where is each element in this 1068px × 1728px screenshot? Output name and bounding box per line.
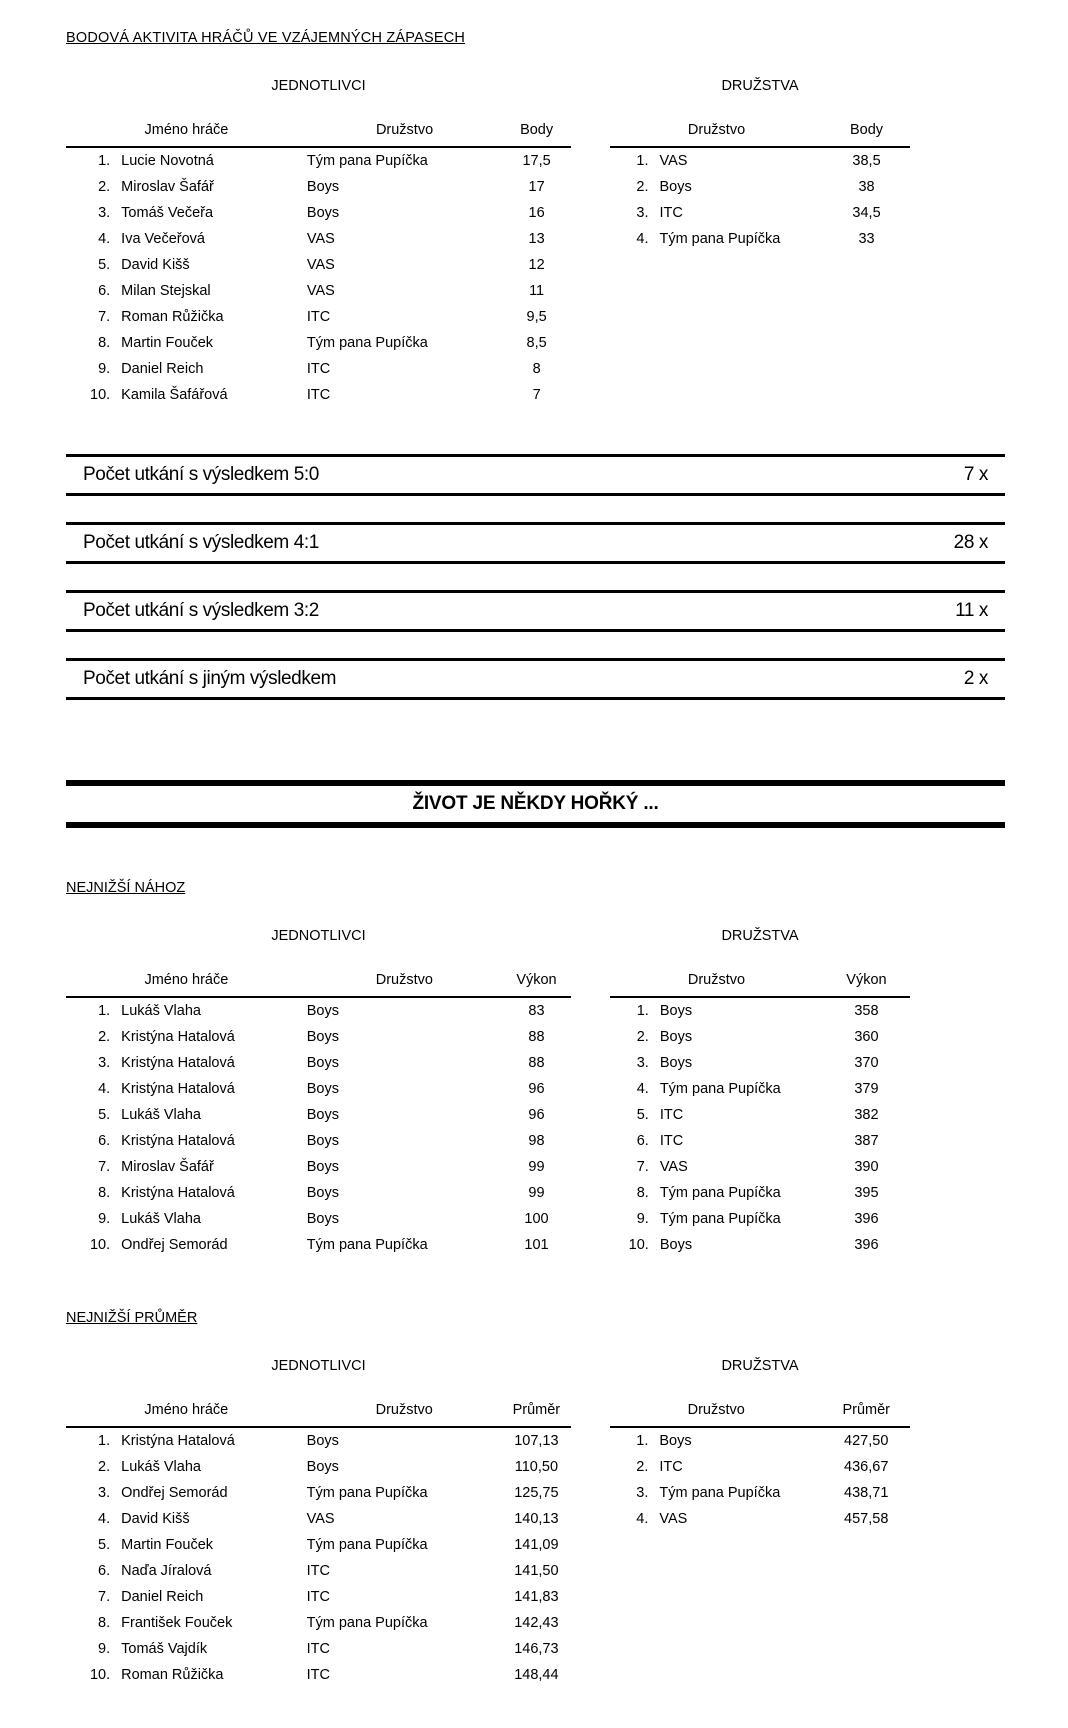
table-row [610, 1180, 910, 1206]
cell: Boys [659, 179, 692, 195]
individuals-table-nahoz [66, 970, 571, 1258]
cell: David Kišš [121, 1511, 190, 1527]
cell: 88 [528, 1055, 545, 1071]
teams-table-nahoz [610, 970, 910, 1258]
cell: František Fouček [121, 1615, 233, 1631]
cell: 88 [528, 1029, 545, 1045]
table-row [610, 1024, 910, 1050]
cell: 6. [98, 1133, 111, 1149]
cell: ITC [306, 1667, 331, 1683]
table-row [66, 1532, 571, 1558]
individuals-label: JEDNOTLIVCI [271, 78, 366, 94]
cell: Daniel Reich [121, 1589, 204, 1605]
cell: Lukáš Vlaha [121, 1003, 201, 1019]
banner-value: 2 x [963, 668, 988, 689]
cell: 146,73 [514, 1641, 559, 1657]
cell: David Kišš [121, 257, 190, 273]
cell: Lukáš Vlaha [121, 1107, 201, 1123]
cell: 140,13 [514, 1511, 559, 1527]
cell: Naďa Jíralová [121, 1563, 212, 1579]
teams-column [610, 896, 910, 1258]
cell: VAS [306, 283, 335, 299]
table-row [66, 1662, 571, 1688]
column-header-name: Jméno hráče [66, 970, 307, 997]
cell: 360 [854, 1029, 879, 1045]
cell: 1. [636, 1003, 649, 1019]
cell: Ondřej Semorád [121, 1485, 228, 1501]
teams-label: DRUŽSTVA [721, 928, 799, 944]
cell: Boys [306, 1185, 339, 1201]
cell: 3. [636, 1055, 649, 1071]
table-row [66, 278, 571, 304]
section-bodova [66, 46, 1005, 408]
cell: 3. [98, 205, 111, 221]
table-row [66, 1232, 571, 1258]
column-header-value: Výkon [502, 970, 571, 997]
cell: Boys [659, 1055, 693, 1071]
cell: 3. [636, 1485, 649, 1501]
cell: 100 [524, 1211, 549, 1227]
table-row [66, 1128, 571, 1154]
banner-value: 7 x [963, 464, 988, 485]
cell: Boys [306, 1459, 339, 1475]
teams-column [610, 1326, 910, 1532]
cell: 141,83 [514, 1589, 559, 1605]
table-row [66, 1206, 571, 1232]
cell: ITC [306, 309, 331, 325]
cell: 98 [528, 1133, 545, 1149]
cell: Tým pana Pupíčka [306, 1485, 428, 1501]
header-row [610, 120, 910, 147]
cell: 10. [89, 1237, 111, 1253]
cell: ITC [306, 361, 331, 377]
cell: 125,75 [514, 1485, 559, 1501]
table-row [66, 1050, 571, 1076]
table-row [610, 147, 910, 174]
cell: 370 [854, 1055, 879, 1071]
cell: 8. [636, 1185, 649, 1201]
cell: 4. [98, 231, 111, 247]
cell: 7. [98, 1159, 111, 1175]
cell: Lukáš Vlaha [121, 1459, 201, 1475]
table-row [610, 174, 910, 200]
section-heading-nahoz: NEJNIŽŠÍ NÁHOZ [66, 880, 186, 896]
header-row [610, 1400, 910, 1427]
cell: 99 [528, 1159, 545, 1175]
cell: 5. [98, 1107, 111, 1123]
cell: Kristýna Hatalová [121, 1055, 235, 1071]
cell: Kristýna Hatalová [121, 1029, 235, 1045]
header-row [66, 1400, 571, 1427]
cell: 6. [636, 1133, 649, 1149]
banner-label: Počet utkání s výsledkem 3:2 [83, 600, 319, 621]
cell: 141,50 [514, 1563, 559, 1579]
cell: 4. [636, 231, 649, 247]
cell: Boys [659, 1029, 693, 1045]
cell: 9. [98, 1211, 111, 1227]
cell: 4. [636, 1081, 649, 1097]
cell: Tým pana Pupíčka [306, 335, 428, 351]
cell: VAS [659, 153, 688, 169]
cell: 9. [98, 1641, 111, 1657]
match-count-banner-other [66, 658, 1005, 700]
individuals-column [66, 896, 571, 1258]
cell: 438,71 [844, 1485, 889, 1501]
cell: Lukáš Vlaha [121, 1211, 201, 1227]
cell: ITC [659, 1459, 683, 1475]
cell: Daniel Reich [121, 361, 204, 377]
cell: 3. [636, 205, 649, 221]
cell: 8 [532, 361, 541, 377]
cell: Tomáš Večeřa [121, 205, 214, 221]
cell: Roman Růžička [121, 309, 224, 325]
cell: 395 [854, 1185, 879, 1201]
table-row [66, 304, 571, 330]
table-row [610, 1102, 910, 1128]
cell: 4. [98, 1511, 111, 1527]
cell: Boys [306, 1003, 339, 1019]
cell: Miroslav Šafář [121, 179, 214, 195]
cell: 1. [98, 1003, 111, 1019]
cell: VAS [306, 1511, 335, 1527]
cell: Tým pana Pupíčka [659, 1185, 781, 1201]
table-row [66, 200, 571, 226]
cell: 5. [98, 1537, 111, 1553]
table-row [610, 1050, 910, 1076]
cell: 6. [98, 283, 111, 299]
cell: 107,13 [514, 1433, 559, 1449]
cell: ITC [659, 205, 683, 221]
cell: 2. [636, 1029, 649, 1045]
banner-label: Počet utkání s výsledkem 4:1 [83, 532, 319, 553]
teams-table-bodova [610, 120, 910, 252]
cell: Martin Fouček [121, 335, 214, 351]
cell: Boys [659, 1237, 693, 1253]
header-row [66, 120, 571, 147]
page-title: BODOVÁ AKTIVITA HRÁČŮ VE VZÁJEMNÝCH ZÁPASECH [66, 30, 466, 46]
cell: Tomáš Vajdík [121, 1641, 208, 1657]
cell: Boys [306, 1081, 339, 1097]
individuals-column [66, 1326, 571, 1688]
cell: 8. [98, 1185, 111, 1201]
cell: 7. [636, 1159, 649, 1175]
divider-bar-bottom [66, 822, 1005, 828]
cell: Boys [306, 1433, 339, 1449]
banner-label: Počet utkání s jiným výsledkem [83, 668, 337, 689]
cell: Kamila Šafářová [121, 387, 228, 403]
cell: 3. [98, 1485, 111, 1501]
table-row [610, 200, 910, 226]
cell: Boys [306, 1211, 339, 1227]
table-row [610, 1154, 910, 1180]
column-header-team: Družstvo [610, 120, 823, 147]
cell: ITC [659, 1133, 684, 1149]
cell: 9. [98, 361, 111, 377]
cell: 7 [532, 387, 541, 403]
table-row [66, 1427, 571, 1454]
table-row [610, 1454, 910, 1480]
table-row [66, 1154, 571, 1180]
cell: 141,09 [514, 1537, 559, 1553]
cell: 1. [98, 153, 111, 169]
cell: VAS [306, 257, 335, 273]
banner-label: Počet utkání s výsledkem 5:0 [83, 464, 319, 485]
cell: 3. [98, 1055, 111, 1071]
table-row [66, 382, 571, 408]
cell: 1. [636, 153, 649, 169]
cell: 5. [98, 257, 111, 273]
teams-table-prumer [610, 1400, 910, 1532]
cell: 8. [98, 335, 111, 351]
individuals-label: JEDNOTLIVCI [271, 1358, 366, 1374]
cell: Boys [659, 1433, 692, 1449]
match-count-banner-4-1 [66, 522, 1005, 564]
cell: 379 [854, 1081, 879, 1097]
cell: 1. [636, 1433, 649, 1449]
cell: 10. [89, 1667, 111, 1683]
cell: 99 [528, 1185, 545, 1201]
cell: ITC [306, 1563, 331, 1579]
cell: Miroslav Šafář [121, 1159, 214, 1175]
table-row [610, 1506, 910, 1532]
teams-column [610, 46, 910, 252]
cell: Tým pana Pupíčka [659, 1211, 781, 1227]
cell: 358 [854, 1003, 879, 1019]
cell: 4. [98, 1081, 111, 1097]
column-header-value: Průměr [822, 1400, 910, 1427]
cell: 110,50 [514, 1459, 559, 1475]
cell: Roman Růžička [121, 1667, 224, 1683]
cell: 387 [854, 1133, 879, 1149]
cell: 8,5 [526, 335, 547, 351]
cell: Boys [306, 1159, 339, 1175]
cell: Tým pana Pupíčka [306, 1537, 428, 1553]
cell: ITC [306, 1641, 331, 1657]
cell: Milan Stejskal [121, 283, 211, 299]
cell: Lucie Novotná [121, 153, 214, 169]
cell: 2. [636, 1459, 649, 1475]
cell: Iva Večeřová [121, 231, 205, 247]
table-row [610, 1128, 910, 1154]
cell: 2. [98, 1459, 111, 1475]
cell: 96 [528, 1107, 545, 1123]
header-row [610, 970, 910, 997]
cell: Tým pana Pupíčka [659, 231, 781, 247]
cell: 96 [528, 1081, 545, 1097]
cell: Kristýna Hatalová [121, 1433, 235, 1449]
table-row [610, 1427, 910, 1454]
cell: Boys [659, 1003, 693, 1019]
table-row [66, 1636, 571, 1662]
cell: 457,58 [844, 1511, 889, 1527]
cell: 10. [628, 1237, 649, 1253]
cell: 2. [98, 179, 111, 195]
cell: ITC [659, 1107, 684, 1123]
cell: 396 [854, 1237, 879, 1253]
cell: 12 [528, 257, 545, 273]
column-header-team: Družstvo [307, 1400, 502, 1427]
cell: 427,50 [844, 1433, 889, 1449]
cell: 33 [858, 231, 875, 247]
table-row [66, 1102, 571, 1128]
cell: 390 [854, 1159, 879, 1175]
cell: 396 [854, 1211, 879, 1227]
match-count-banner-3-2 [66, 590, 1005, 632]
cell: 2. [98, 1029, 111, 1045]
individuals-column [66, 46, 571, 408]
section-nahoz [66, 896, 1005, 1258]
column-header-team: Družstvo [610, 1400, 822, 1427]
cell: Boys [306, 1107, 339, 1123]
banner-value: 11 x [955, 600, 988, 621]
cell: Martin Fouček [121, 1537, 214, 1553]
cell: 148,44 [514, 1667, 559, 1683]
cell: Kristýna Hatalová [121, 1185, 235, 1201]
cell: Boys [306, 1133, 339, 1149]
column-header-value: Body [823, 120, 910, 147]
table-row [610, 226, 910, 252]
cell: Boys [306, 179, 340, 195]
cell: 83 [528, 1003, 545, 1019]
cell: 8. [98, 1615, 111, 1631]
individuals-table-bodova [66, 120, 571, 408]
cell: Kristýna Hatalová [121, 1081, 235, 1097]
cell: Tým pana Pupíčka [659, 1081, 781, 1097]
table-row [610, 997, 910, 1024]
table-row [66, 356, 571, 382]
cell: Boys [306, 205, 340, 221]
cell: 142,43 [514, 1615, 559, 1631]
table-row [66, 1584, 571, 1610]
divider-banner [66, 780, 1005, 828]
table-row [66, 174, 571, 200]
table-row [66, 330, 571, 356]
cell: Kristýna Hatalová [121, 1133, 235, 1149]
table-row [66, 1024, 571, 1050]
cell: 6. [98, 1563, 111, 1579]
table-row [66, 226, 571, 252]
cell: 38,5 [852, 153, 881, 169]
column-header-value: Body [502, 120, 571, 147]
banner-value: 28 x [953, 532, 988, 553]
cell: 2. [636, 179, 649, 195]
cell: 13 [528, 231, 545, 247]
cell: Boys [306, 1029, 339, 1045]
section-prumer [66, 1326, 1005, 1688]
table-row [610, 1480, 910, 1506]
cell: 5. [636, 1107, 649, 1123]
table-row [66, 997, 571, 1024]
cell: Tým pana Pupíčka [306, 1615, 428, 1631]
column-header-value: Výkon [823, 970, 910, 997]
match-counters [66, 454, 1005, 700]
table-row [66, 1480, 571, 1506]
table-row [66, 1610, 571, 1636]
cell: 11 [529, 283, 545, 299]
column-header-team: Družstvo [610, 970, 823, 997]
cell: 17,5 [522, 153, 551, 169]
cell: 436,67 [844, 1459, 889, 1475]
individuals-table-prumer [66, 1400, 571, 1688]
column-header-value: Průměr [502, 1400, 571, 1427]
cell: 17 [528, 179, 545, 195]
cell: 9. [636, 1211, 649, 1227]
individuals-label: JEDNOTLIVCI [271, 928, 366, 944]
cell: 9,5 [526, 309, 547, 325]
cell: 10. [90, 387, 111, 403]
table-row [66, 1454, 571, 1480]
cell: 16 [528, 205, 545, 221]
column-header-team: Družstvo [307, 970, 502, 997]
cell: Tým pana Pupíčka [659, 1485, 781, 1501]
cell: Ondřej Semorád [121, 1237, 228, 1253]
cell: 382 [854, 1107, 879, 1123]
table-row [66, 1076, 571, 1102]
cell: Tým pana Pupíčka [306, 1237, 428, 1253]
match-count-banner-5-0 [66, 454, 1005, 496]
table-row [610, 1206, 910, 1232]
table-row [66, 252, 571, 278]
cell: VAS [306, 231, 335, 247]
banner-heading: ŽIVOT JE NĚKDY HOŘKÝ ... [412, 793, 659, 814]
header-row [66, 970, 571, 997]
table-row [610, 1232, 910, 1258]
cell: 101 [524, 1237, 549, 1253]
cell: 34,5 [852, 205, 881, 221]
cell: VAS [659, 1159, 688, 1175]
teams-label: DRUŽSTVA [721, 1358, 799, 1374]
cell: 7. [98, 1589, 111, 1605]
section-heading-prumer: NEJNIŽŠÍ PRŮMĚR [66, 1310, 198, 1326]
table-row [66, 1180, 571, 1206]
table-row [66, 1506, 571, 1532]
cell: ITC [306, 1589, 331, 1605]
column-header-team: Družstvo [307, 120, 502, 147]
table-row [66, 1558, 571, 1584]
cell: VAS [659, 1511, 688, 1527]
cell: Boys [306, 1055, 339, 1071]
teams-label: DRUŽSTVA [721, 78, 799, 94]
cell: ITC [306, 387, 331, 403]
table-row [66, 147, 571, 174]
cell: 7. [98, 309, 111, 325]
table-row [610, 1076, 910, 1102]
cell: Tým pana Pupíčka [306, 153, 428, 169]
cell: 38 [858, 179, 875, 195]
column-header-name: Jméno hráče [66, 1400, 307, 1427]
cell: 4. [636, 1511, 649, 1527]
column-header-name: Jméno hráče [66, 120, 307, 147]
cell: 1. [98, 1433, 111, 1449]
